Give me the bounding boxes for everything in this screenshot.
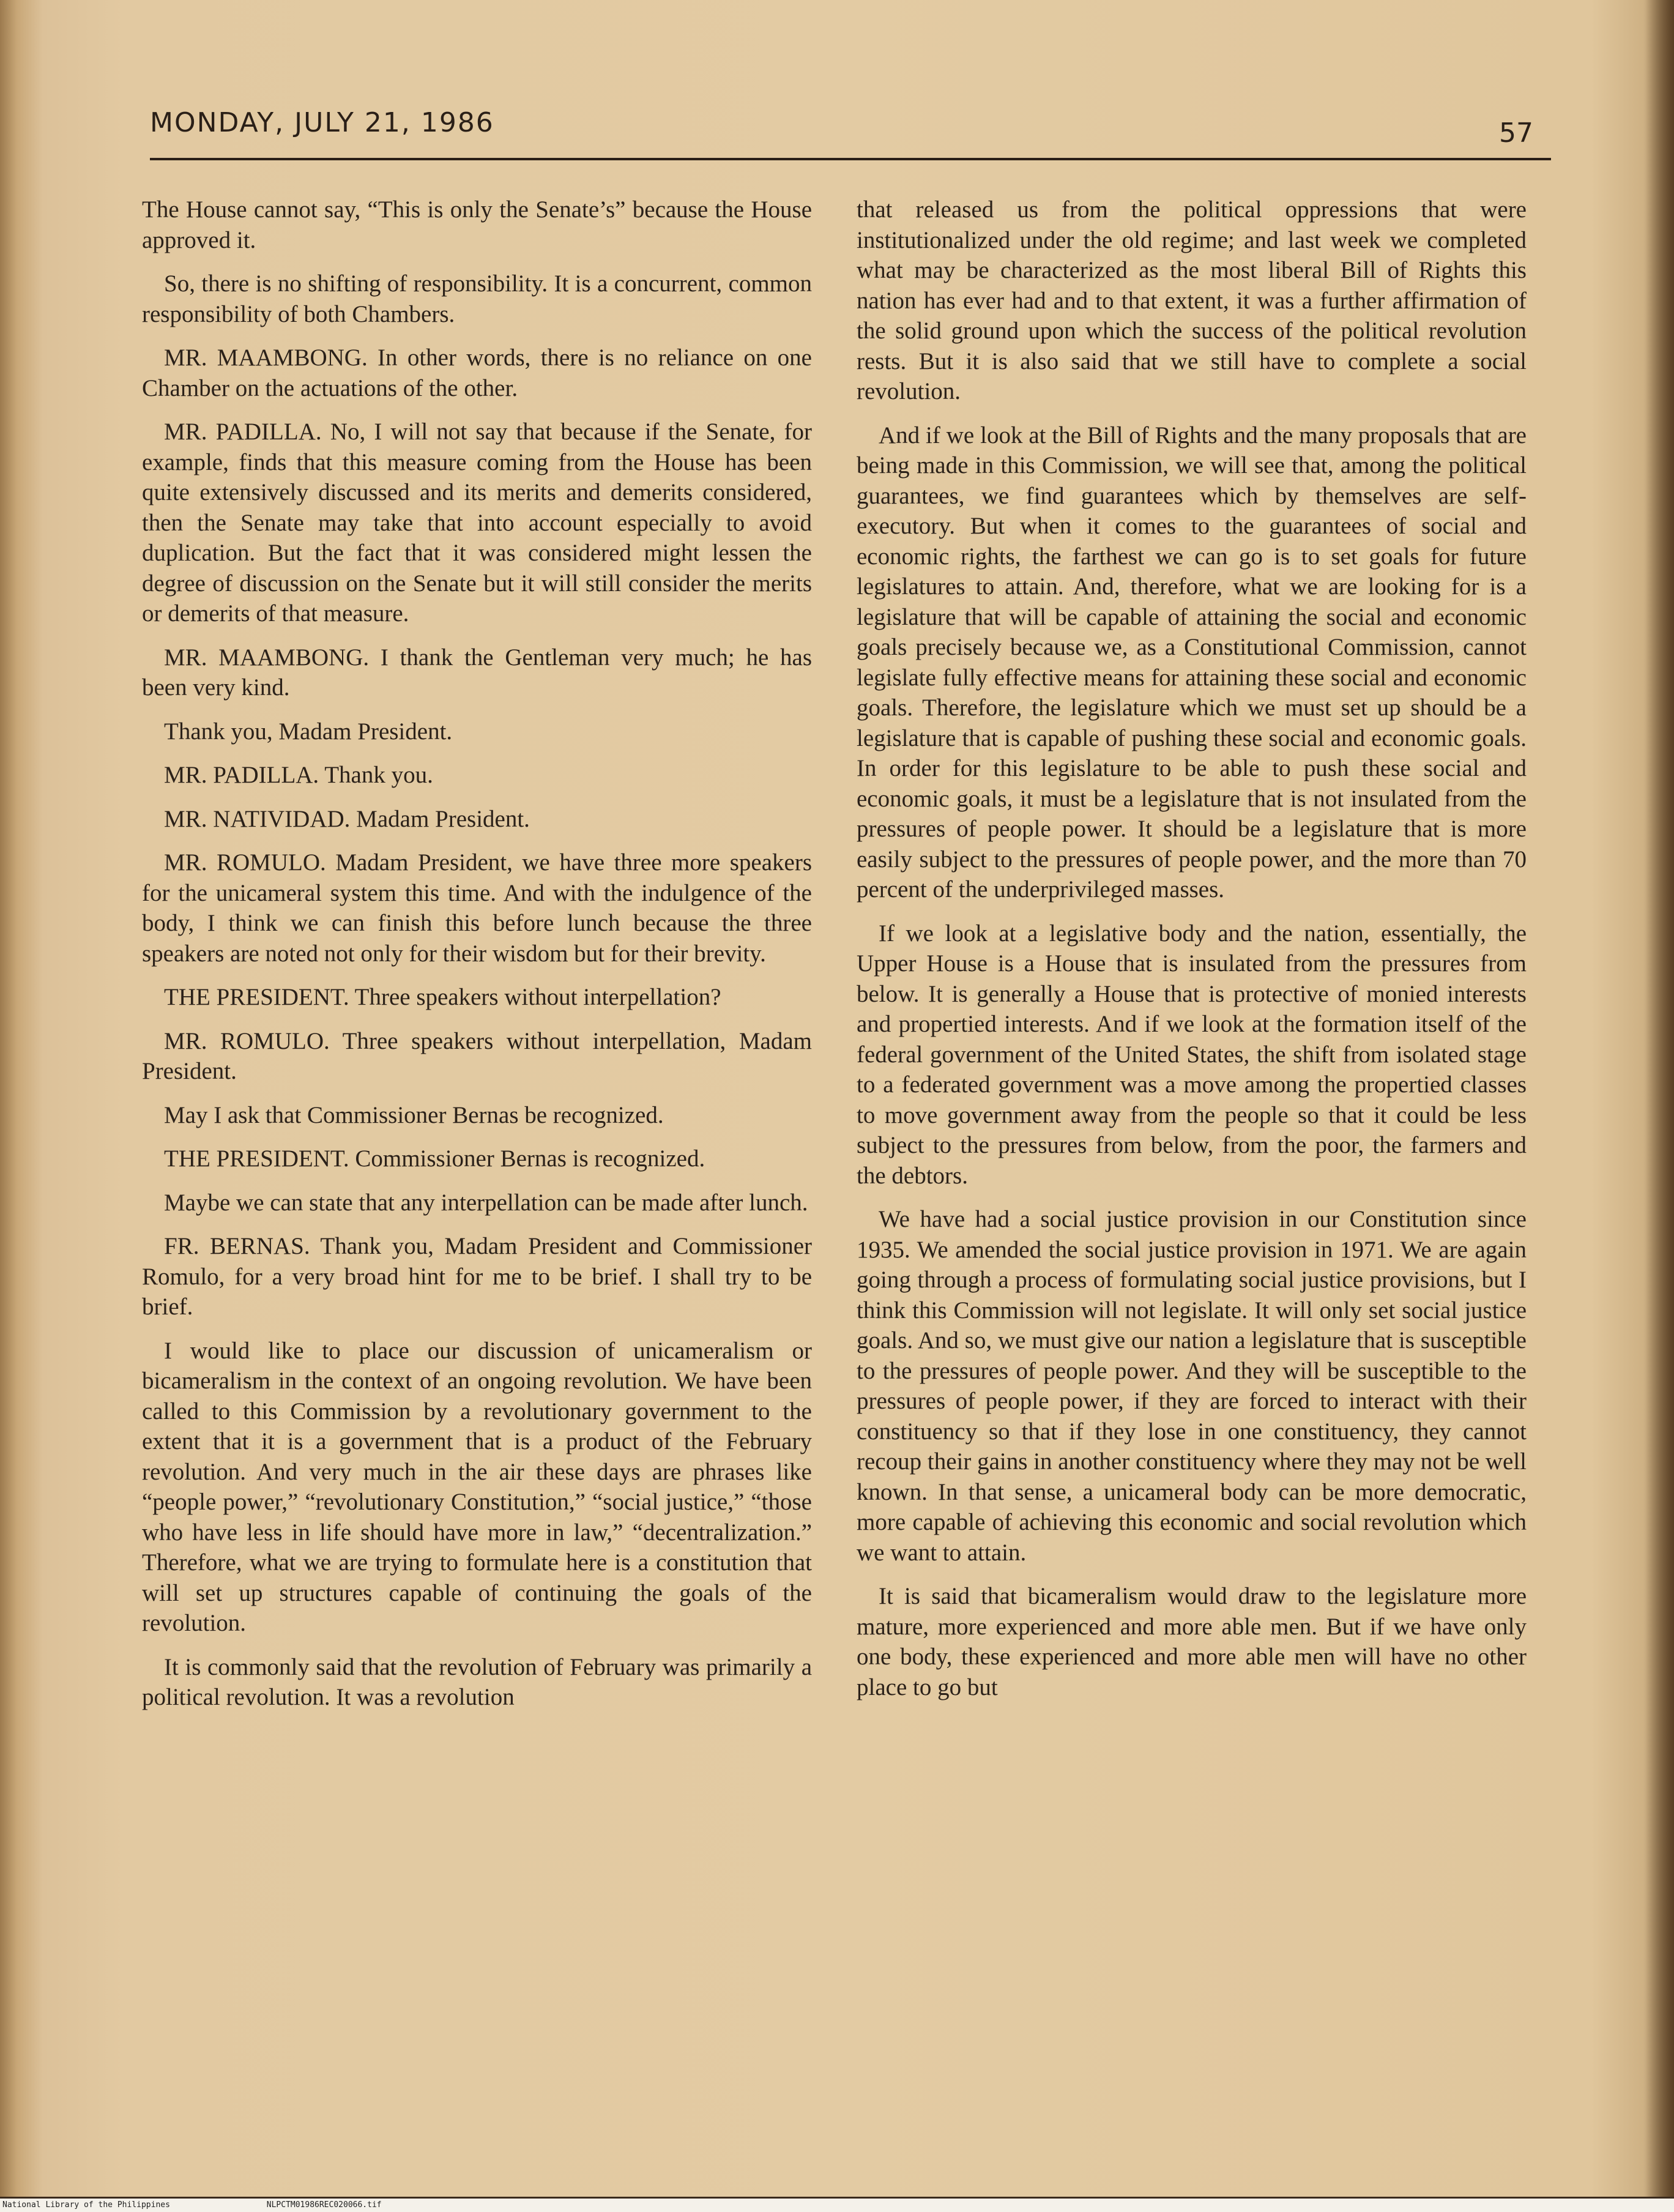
paragraph: THE PRESIDENT. Commissioner Bernas is recognized.	[164, 1145, 705, 1172]
paragraph: So, there is no shifting of responsibility. It is a concurrent, common responsibility of both Chambers.	[142, 270, 812, 327]
footer-library: National Library of the Philippines	[2, 2200, 170, 2210]
paragraph: MR. ROMULO. Three speakers without interpellation, Madam President.	[142, 1027, 812, 1084]
paragraph: May I ask that Commissioner Bernas be recognized.	[164, 1101, 664, 1128]
footer-filename: NLPCTM01986REC020066.tif	[266, 2200, 382, 2210]
paragraph: that released us from the political oppressions that were institutionalized under the old regime; and last week we completed what may be characterized as the most liberal Bill of Rights this nation has ever had and to that extent, it was a further affirmation of the solid ground upon which the success of the political revolution rests. But it is also said that we still have to complete a social revolution.	[857, 196, 1527, 404]
paragraph: THE PRESIDENT. Three speakers without interpellation?	[164, 984, 721, 1010]
paragraph: It is commonly said that the revolution of February was primarily a political revolution. It was a revolution	[142, 1653, 812, 1710]
paragraph: I would like to place our discussion of unicameralism or bicameralism in the context of an ongoing revolution. We have been called to this Commission by a revolutionary government to the extent that it is a government that is a product of the February revolution. And very much in the air these days are phrases like “people power,” “revolutionary Constitution,” “social justice,” “those who have less in life should have more in law,” “decentralization.” Therefore, what we are trying to formulate here is a constitution that will set up structures capable of continuing the goals of the revolution.	[142, 1337, 812, 1636]
paragraph: FR. BERNAS. Thank you, Madam President and Commissioner Romulo, for a very broad hint for me to be brief. I shall try to be brief.	[142, 1233, 812, 1320]
paragraph: Thank you, Madam President.	[164, 718, 453, 745]
paragraph: MR. MAAMBONG. I thank the Gentleman very much; he has been very kind.	[142, 644, 812, 701]
page-number: 57	[1499, 117, 1533, 149]
page-edge-shadow	[1643, 0, 1674, 2197]
paragraph: The House cannot say, “This is only the Senate’s” because the House approved it.	[142, 196, 812, 253]
left-column	[142, 195, 812, 1726]
paragraph: We have had a social justice provision in our Constitution since 1935. We amended the social justice provision in 1971. We are again going through a process of formulating social justice provisions, but I think this Commission will not legislate. It will only set social justice goals. And so, we must give our nation a legislature that is susceptible to the pressures of people power. And they will be susceptible to the pressures of people power, if they are forced to interact with their constituency so that if they lose in one constituency, they cannot recoup their gains in another constituency where they may not be well known. In that sense, a unicameral body can be more democratic, more capable of achieving this economic and social revolution which we want to attain.	[857, 1206, 1527, 1566]
paragraph: Maybe we can state that any interpellation can be made after lunch.	[164, 1189, 808, 1216]
right-column	[857, 195, 1527, 1716]
paragraph: MR. ROMULO. Madam President, we have three more speakers for the unicameral system this time. And with the indulgence of the body, I think we can finish this before lunch because the three speakers are noted not only for their wisdom but for their brevity.	[142, 849, 812, 967]
page-header	[150, 104, 1533, 153]
paragraph: It is said that bicameralism would draw to the legislature more mature, more experienced and more able men. But if we have only one body, these experienced and more able men will have no other place to go but	[857, 1583, 1527, 1700]
paragraph: MR. PADILLA. Thank you.	[164, 762, 433, 788]
paragraph: And if we look at the Bill of Rights and the many proposals that are being made in this Commission, we will see that, among the political guarantees, we find guarantees which by themselves are self-executory. But when it comes to the guarantees of social and economic rights, the farthest we can go is to set goals for future legislatures to attain. And, therefore, what we are looking for is a legislature that will be capable of attaining the social and economic goals precisely because we, as a Constitutional Commission, cannot legislate fully effective means for attaining these social and economic goals. Therefore, the legislature which we must set up should be a legislature that is capable of pushing these social and economic goals. In order for this legislature to be able to push these social and economic goals, it must be a legislature that is not insulated from the pressures of people power. It should be a legislature that is more easily subject to the pressures of people power, and the more than 70 percent of the underprivileged masses.	[857, 422, 1527, 903]
paragraph: MR. MAAMBONG. In other words, there is no reliance on one Chamber on the actuations of the other.	[142, 344, 812, 401]
paragraph: If we look at a legislative body and the nation, essentially, the Upper House is a House that is insulated from the pressures from below. It is generally a House that is protective of monied interests and propertied interests. And if we look at the formation itself of the federal government of the United States, the shift from isolated stage to a federated government was a move among the propertied classes to move government away from the people so that it could be less subject to the pressures from below, from the poor, the farmers and the debtors.	[857, 920, 1527, 1189]
paragraph: MR. NATIVIDAD. Madam President.	[164, 805, 530, 832]
header-rule	[150, 158, 1551, 160]
paragraph: MR. PADILLA. No, I will not say that because if the Senate, for example, finds that this measure coming from the House has been quite extensively discussed and its merits and demerits considered, then the Senate may take that into account especially to avoid duplication. But the fact that it was considered might lessen the degree of discussion on the Senate but it will still consider the merits or demerits of that measure.	[142, 419, 812, 627]
header-date: MONDAY, JULY 21, 1986	[150, 107, 494, 138]
scan-footer	[0, 2199, 1674, 2212]
